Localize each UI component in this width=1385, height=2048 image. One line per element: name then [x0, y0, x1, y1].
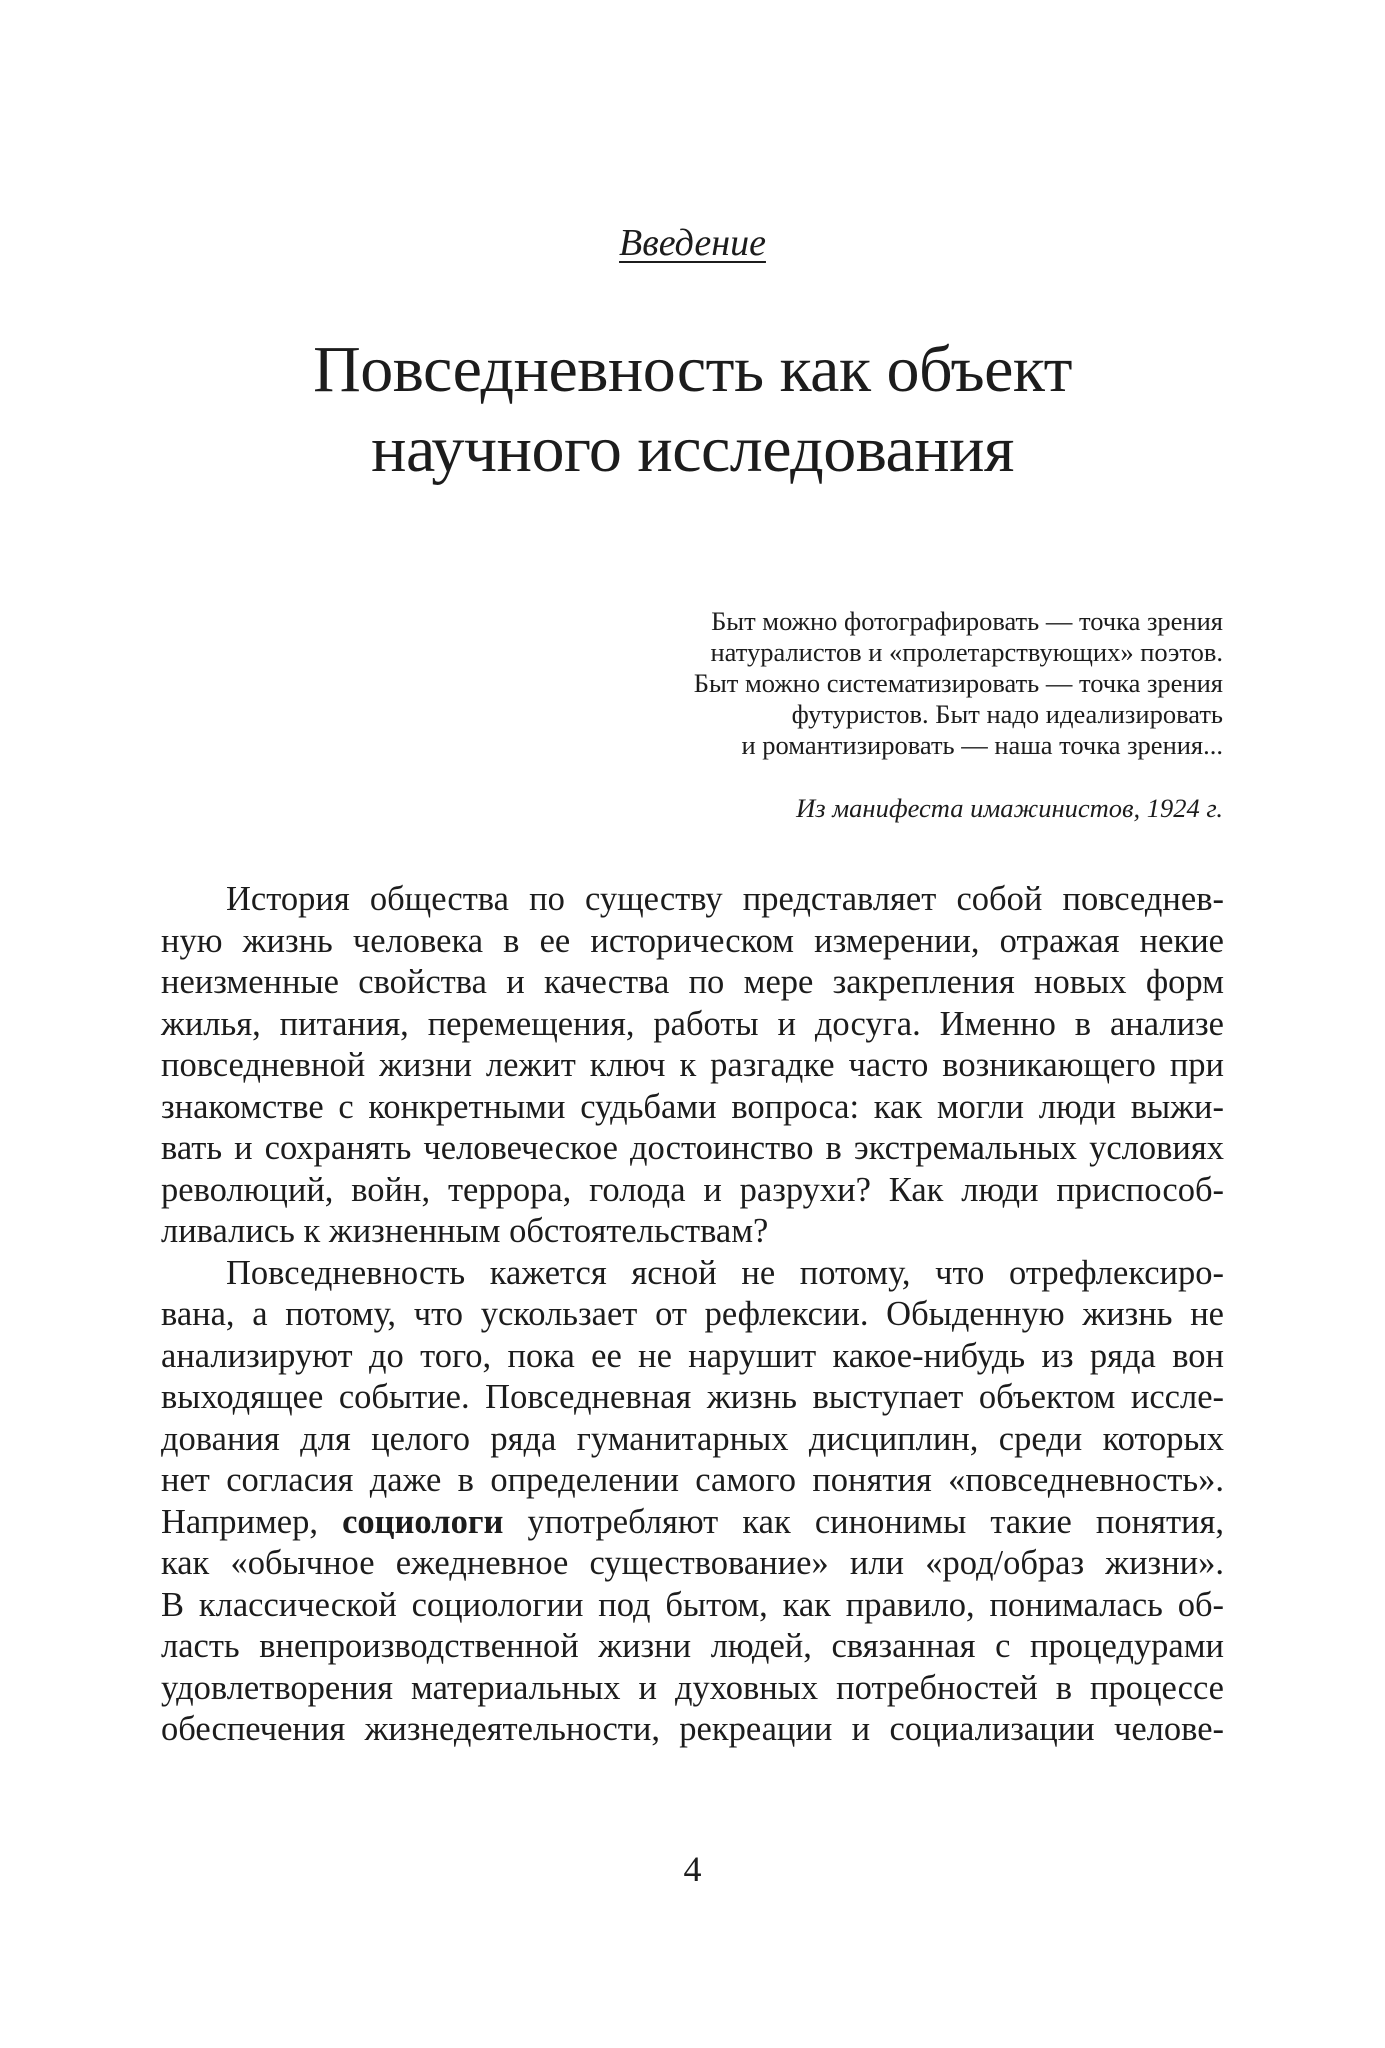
paragraph-line: знакомстве с конкретными судьбами вопроса: как могли люди выжи- — [161, 1087, 1224, 1126]
epigraph-line: футуристов. Быт надо идеализировать — [791, 699, 1223, 729]
paragraph-line: Повседневность кажется ясной не потому, что отрефлексиро- — [226, 1253, 1224, 1292]
epigraph-line: Быт можно систематизировать — точка зрения — [693, 668, 1223, 698]
paragraph-line: ливались к жизненным обстоятельствам? — [161, 1212, 769, 1250]
chapter-title-line: научного исследования — [371, 413, 1014, 486]
chapter-title — [0, 330, 1385, 490]
paragraph-line: анализируют до того, пока ее не нарушит какое-нибудь из ряда вон — [161, 1336, 1224, 1375]
paragraph-line: повседневной жизни лежит ключ к разгадке часто возникающего при — [161, 1046, 1224, 1084]
paragraph-line: ную жизнь человека в ее историческом измерении, отражая некие — [161, 921, 1224, 960]
paragraph-line: выходящее событие. Повседневная жизнь выступает объектом иссле- — [161, 1378, 1224, 1416]
bold-term: социологи — [342, 1502, 504, 1541]
section-label-text: Введение — [619, 222, 766, 264]
paragraph-line-with-term — [161, 1502, 1224, 1544]
paragraph-line: неизменные свойства и качества по мере закрепления новых форм — [161, 963, 1224, 1001]
paragraph-line: вана, а потому, что ускользает от рефлексии. Обыденную жизнь не — [161, 1295, 1224, 1333]
line-text: Например, — [161, 1502, 343, 1541]
paragraph-line: дования для целого ряда гуманитарных дисциплин, среди которых — [161, 1419, 1224, 1458]
epigraph-source: Из манифеста имажинистов, 1924 г. — [796, 793, 1223, 823]
paragraph-line: вать и сохранять человеческое достоинство в экстремальных условиях — [161, 1129, 1224, 1167]
paragraph-line: революций, войн, террора, голода и разрухи? Как люди приспособ- — [161, 1170, 1224, 1209]
paragraph-line: жилья, питания, перемещения, работы и досуга. Именно в анализе — [161, 1004, 1224, 1043]
paragraph-line: нет согласия даже в определении самого понятия «повседневность». — [161, 1461, 1224, 1499]
epigraph-line: и романтизировать — наша точка зрения... — [741, 730, 1223, 760]
paragraph-line: В классической социологии под бытом, как правило, понималась об- — [161, 1585, 1224, 1624]
section-label — [0, 220, 1385, 266]
paragraph-line: как «обычное ежедневное существование» или «род/образ жизни». — [161, 1544, 1224, 1582]
paragraph-line: удовлетворения материальных и духовных потребностей в процессе — [161, 1668, 1224, 1707]
paragraph-line: История общества по существу представляет собой повседнев- — [226, 880, 1224, 918]
paragraph-line: ласть внепроизводственной жизни людей, связанная с процедурами — [161, 1627, 1224, 1665]
epigraph-line: Быт можно фотографировать — точка зрения — [711, 606, 1223, 636]
chapter-title-line: Повседневность как объект — [313, 333, 1072, 406]
line-text: употребляют как синонимы такие понятия, — [503, 1502, 1224, 1541]
paragraph-line: обеспечения жизнедеятельности, рекреации и социализации челове- — [161, 1710, 1224, 1748]
body-text — [161, 879, 1224, 1751]
epigraph — [694, 606, 1223, 761]
epigraph-line: натуралистов и «пролетарствующих» поэтов. — [710, 637, 1223, 667]
page-number: 4 — [683, 1849, 702, 1889]
